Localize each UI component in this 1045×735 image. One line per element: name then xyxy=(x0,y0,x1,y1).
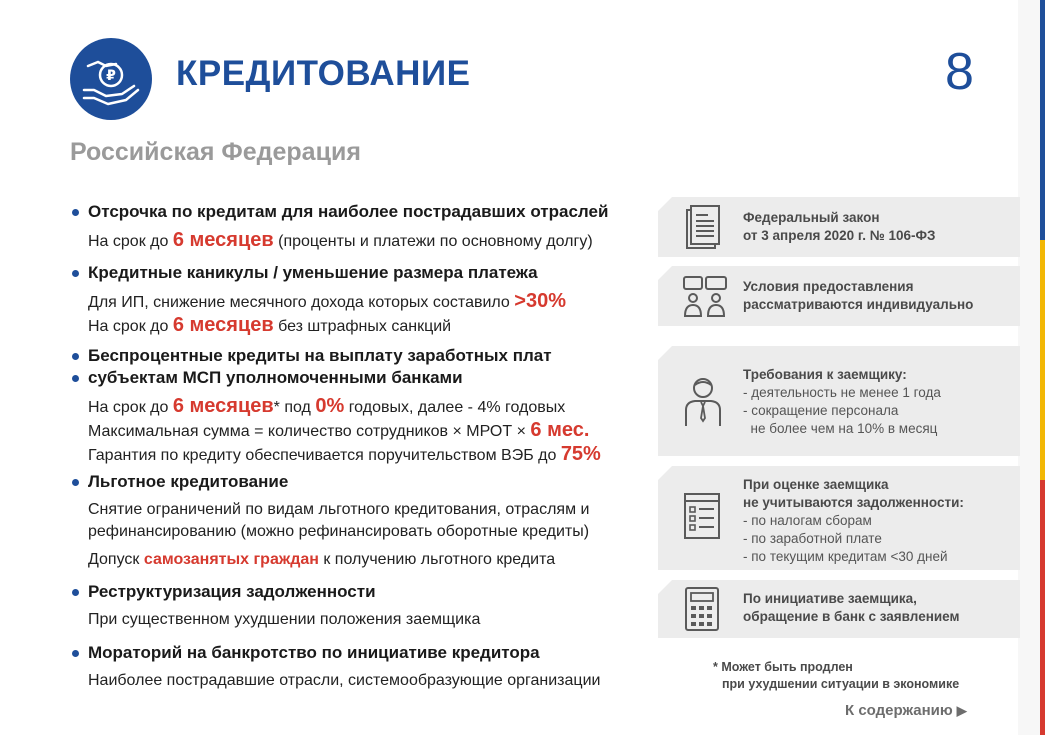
section-heading: Льготное кредитование xyxy=(70,471,650,493)
card-text: Требования к заемщику: - деятельность не менее 1 года - сокращение персонала не более чем на 10% в месяц xyxy=(743,367,941,436)
card-text: При оценке заемщика не учитываются задолженности: - по налогам сборам - по заработной плате - по текущим кредитам <30 дней xyxy=(743,477,964,564)
checklist-icon xyxy=(682,492,722,547)
svg-text:₽: ₽ xyxy=(106,68,116,84)
section-text: Максимальная сумма = количество сотрудников × МРОТ × 6 мес. xyxy=(88,419,590,441)
page-subtitle: Российская Федерация xyxy=(70,138,361,166)
measure-preferential-lending xyxy=(70,471,650,571)
card-text: Федеральный закон от 3 апреля 2020 г. № 106-ФЗ xyxy=(743,210,936,243)
consultation-icon xyxy=(682,274,730,325)
card-text: Условия предоставления рассматриваются индивидуально xyxy=(743,279,974,312)
section-text: Снятие ограничений по видам льготного кредитования, отраслям и xyxy=(88,501,590,518)
section-text: Допуск самозанятых граждан к получению льготного кредита xyxy=(88,551,556,568)
section-text: Гарантия по кредиту обеспечивается поручительством ВЭБ до 75% xyxy=(88,443,601,465)
section-text: Наиболее пострадавшие отрасли, системообразующие организации xyxy=(88,672,601,689)
page-title: КРЕДИТОВАНИЕ xyxy=(176,54,471,93)
card-text: По инициативе заемщика, обращение в банк с заявлением xyxy=(743,591,960,624)
section-text: рефинансированию (можно рефинансировать оборотные кредиты) xyxy=(88,523,590,540)
measure-bankruptcy-moratorium xyxy=(70,642,650,692)
info-card-borrower-requirements xyxy=(658,346,1020,456)
stripe-yellow xyxy=(1040,240,1045,480)
measure-credit-holidays xyxy=(70,262,650,338)
section-text: На срок до 6 месяцев без штрафных санкций xyxy=(88,314,452,336)
section-heading: Беспроцентные кредиты на выплату заработных плат xyxy=(70,345,650,367)
play-arrow-icon: ▶ xyxy=(956,703,967,718)
hand-coin-icon xyxy=(70,38,152,120)
info-card-debts-not-considered xyxy=(658,466,1020,570)
toc-link[interactable] xyxy=(845,702,967,719)
borrower-icon xyxy=(682,376,724,433)
measure-deferral xyxy=(70,201,650,253)
page-number: 8 xyxy=(945,43,974,101)
section-heading: Кредитные каникулы / уменьшение размера платежа xyxy=(70,262,650,284)
section-heading-cont: субъектам МСП уполномоченными банками xyxy=(70,367,650,389)
section-text: На срок до 6 месяцев* под 0% годовых, далее - 4% годовых xyxy=(88,395,566,417)
section-text: При существенном ухудшении положения заемщика xyxy=(88,611,481,628)
calculator-icon xyxy=(682,586,722,637)
info-card-individual xyxy=(658,266,1020,326)
info-card-borrower-initiative xyxy=(658,580,1020,638)
section-heading: Отсрочка по кредитам для наиболее пострадавших отраслей xyxy=(70,201,650,223)
document-icon xyxy=(682,205,722,256)
stripe-blue xyxy=(1040,0,1045,240)
section-text: На срок до 6 месяцев (проценты и платежи по основному долгу) xyxy=(88,229,593,251)
measure-restructuring xyxy=(70,581,650,631)
right-edge-band xyxy=(1018,0,1040,735)
toc-link-label[interactable]: К содержанию xyxy=(845,702,953,719)
measure-interest-free-loans xyxy=(70,345,650,467)
footnote: * Может быть продлен при ухудшении ситуации в экономике xyxy=(713,660,960,691)
section-heading: Мораторий на банкротство по инициативе кредитора xyxy=(70,642,650,664)
stripe-red xyxy=(1040,480,1045,735)
section-text: Для ИП, снижение месячного дохода которых составило >30% xyxy=(88,290,566,312)
section-heading: Реструктуризация задолженности xyxy=(70,581,650,603)
info-card-federal-law xyxy=(658,197,1020,257)
